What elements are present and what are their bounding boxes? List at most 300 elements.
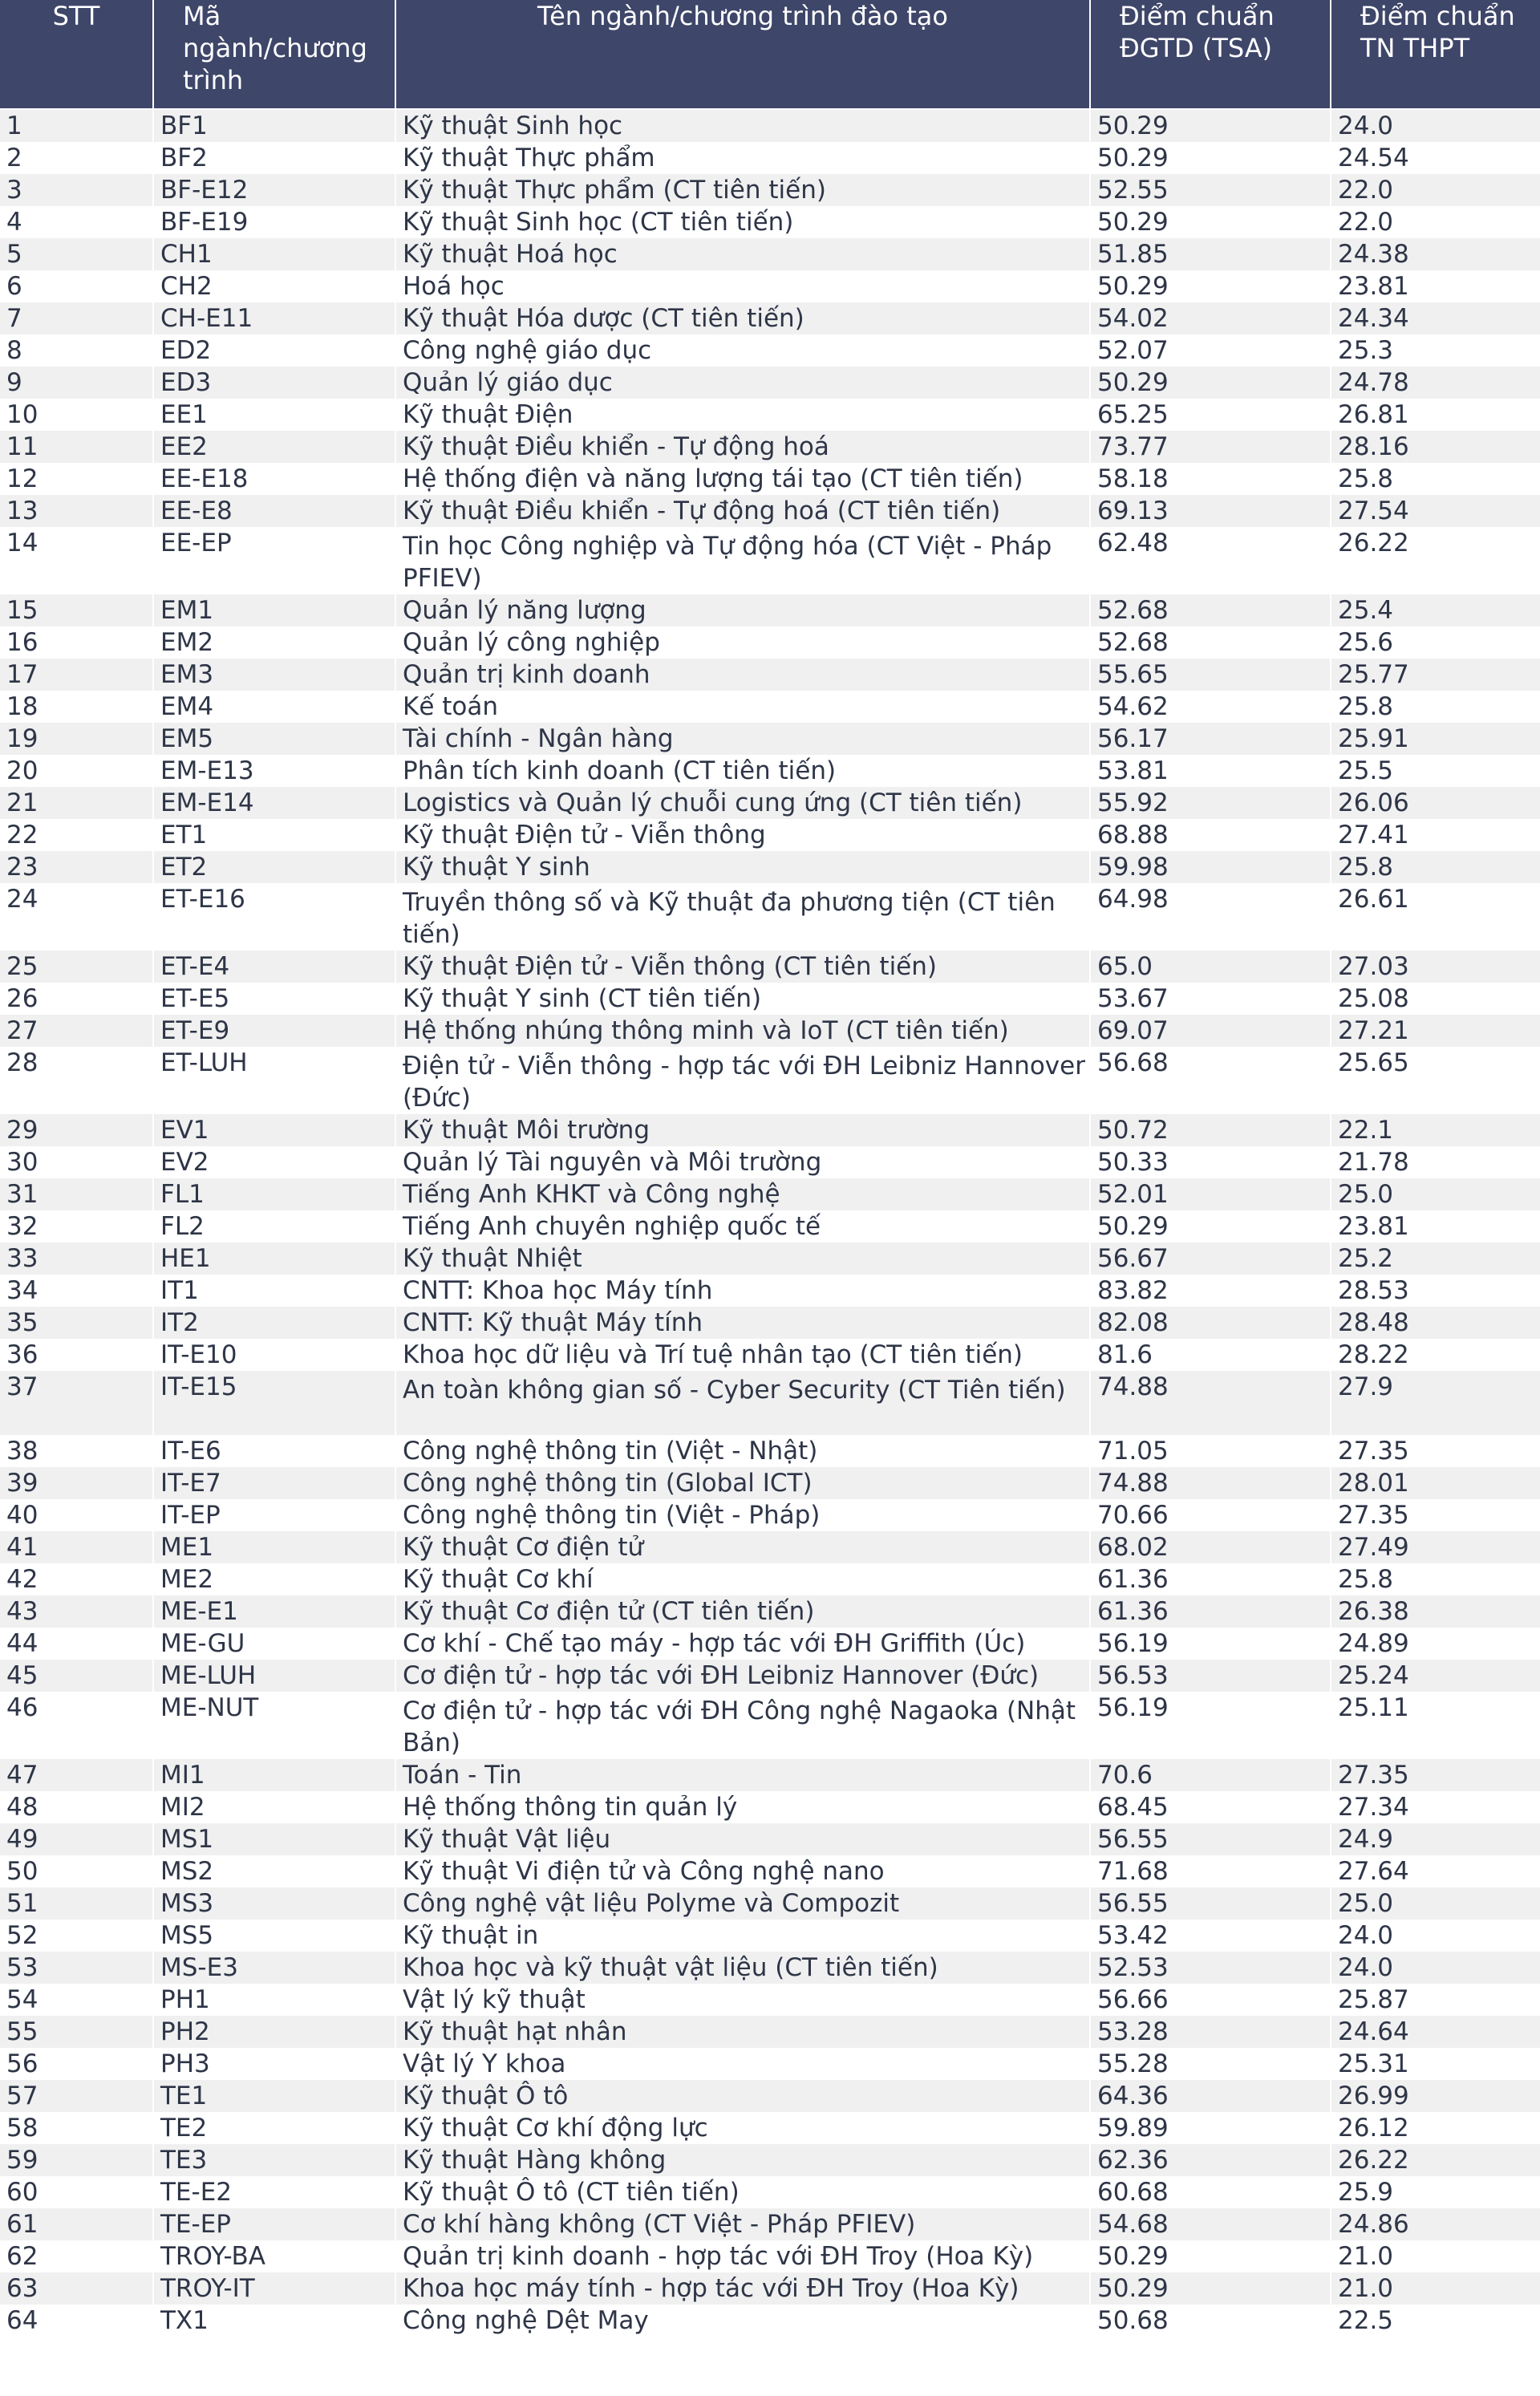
cell-thpt-score: 23.81 (1331, 1210, 1540, 1243)
cell-program-code: FL1 (154, 1178, 396, 1210)
cell-tsa-score: 54.68 (1091, 2208, 1331, 2240)
cell-thpt-score: 22.0 (1331, 174, 1540, 206)
cell-program-name: Kỹ thuật Sinh học (396, 110, 1091, 142)
cell-thpt-score: 27.03 (1331, 951, 1540, 983)
cell-thpt-score: 25.8 (1331, 1563, 1540, 1595)
cell-tsa-score: 55.28 (1091, 2048, 1331, 2080)
cell-stt: 45 (0, 1660, 154, 1692)
cell-stt: 61 (0, 2208, 154, 2240)
cell-program-code: ET2 (154, 851, 396, 883)
table-row (0, 1435, 1540, 1467)
cell-tsa-score: 50.29 (1091, 110, 1331, 142)
table-row (0, 1984, 1540, 2016)
table-row (0, 2240, 1540, 2272)
cell-tsa-score: 65.25 (1091, 399, 1331, 431)
cell-stt: 30 (0, 1146, 154, 1178)
cell-tsa-score: 50.29 (1091, 2272, 1331, 2305)
cell-program-name: Vật lý kỹ thuật (396, 1984, 1091, 2016)
table-row (0, 431, 1540, 463)
cell-tsa-score: 50.29 (1091, 2240, 1331, 2272)
cell-program-name: Cơ khí - Chế tạo máy - hợp tác với ĐH Griffith (Úc) (396, 1628, 1091, 1660)
header-row (0, 0, 1540, 110)
cell-program-code: EM5 (154, 723, 396, 755)
cell-program-name: Khoa học và kỹ thuật vật liệu (CT tiên tiến) (396, 1952, 1091, 1984)
cell-program-name: Kỹ thuật Điều khiển - Tự động hoá (396, 431, 1091, 463)
cell-program-name: Quản lý Tài nguyên và Môi trường (396, 1146, 1091, 1178)
cell-stt: 43 (0, 1595, 154, 1628)
cell-program-code: PH3 (154, 2048, 396, 2080)
table-row (0, 1595, 1540, 1628)
cell-thpt-score: 25.24 (1331, 1660, 1540, 1692)
cell-program-code: MS3 (154, 1887, 396, 1920)
cell-program-name: Kỹ thuật Điện tử - Viễn thông (CT tiên tiến) (396, 951, 1091, 983)
cell-stt: 8 (0, 334, 154, 367)
cell-tsa-score: 50.68 (1091, 2305, 1331, 2337)
table-row (0, 819, 1540, 851)
cell-stt: 42 (0, 1563, 154, 1595)
cell-stt: 58 (0, 2112, 154, 2144)
table-body (0, 110, 1540, 2337)
table-row (0, 1791, 1540, 1823)
cell-program-name: Tin học Công nghiệp và Tự động hóa (CT Việt - Pháp PFIEV) (396, 527, 1091, 594)
cell-program-code: TROY-BA (154, 2240, 396, 2272)
table-row (0, 110, 1540, 142)
cell-thpt-score: 28.01 (1331, 1467, 1540, 1499)
cell-thpt-score: 26.22 (1331, 527, 1540, 594)
cell-thpt-score: 25.87 (1331, 1984, 1540, 2016)
cell-program-name: Hoá học (396, 270, 1091, 302)
cell-thpt-score: 27.49 (1331, 1531, 1540, 1563)
cell-thpt-score: 25.65 (1331, 1047, 1540, 1114)
cell-stt: 1 (0, 110, 154, 142)
cell-program-code: EM-E13 (154, 755, 396, 787)
cell-thpt-score: 25.5 (1331, 755, 1540, 787)
cell-program-code: EE-EP (154, 527, 396, 594)
cell-stt: 27 (0, 1015, 154, 1047)
cell-tsa-score: 68.88 (1091, 819, 1331, 851)
cell-tsa-score: 53.67 (1091, 983, 1331, 1015)
cell-program-name: Kỹ thuật Cơ điện tử (396, 1531, 1091, 1563)
table-row (0, 1692, 1540, 1759)
cell-tsa-score: 50.29 (1091, 367, 1331, 399)
cell-tsa-score: 68.45 (1091, 1791, 1331, 1823)
cell-program-name: Kỹ thuật in (396, 1920, 1091, 1952)
header-program-code: Mã ngành/chương trình (154, 0, 396, 110)
cell-program-name: Vật lý Y khoa (396, 2048, 1091, 2080)
table-row (0, 1047, 1540, 1114)
cell-program-code: ME-NUT (154, 1692, 396, 1759)
cell-program-code: ME-LUH (154, 1660, 396, 1692)
cell-program-name: Khoa học máy tính - hợp tác với ĐH Troy (Hoa Kỳ) (396, 2272, 1091, 2305)
table-row (0, 2016, 1540, 2048)
cell-program-code: MI2 (154, 1791, 396, 1823)
cell-program-name: Công nghệ thông tin (Global ICT) (396, 1467, 1091, 1499)
cell-program-name: Kỹ thuật Ô tô (CT tiên tiến) (396, 2176, 1091, 2208)
cell-tsa-score: 58.18 (1091, 463, 1331, 495)
cell-tsa-score: 61.36 (1091, 1595, 1331, 1628)
cell-thpt-score: 26.22 (1331, 2144, 1540, 2176)
cell-program-code: TE-EP (154, 2208, 396, 2240)
cell-thpt-score: 24.64 (1331, 2016, 1540, 2048)
cell-program-name: Kỹ thuật Thực phẩm (CT tiên tiến) (396, 174, 1091, 206)
cell-stt: 31 (0, 1178, 154, 1210)
table-row (0, 238, 1540, 270)
cell-tsa-score: 70.66 (1091, 1499, 1331, 1531)
cell-tsa-score: 65.0 (1091, 951, 1331, 983)
cell-thpt-score: 25.9 (1331, 2176, 1540, 2208)
cell-thpt-score: 27.64 (1331, 1855, 1540, 1887)
table-row (0, 527, 1540, 594)
cell-program-name: Kỹ thuật hạt nhân (396, 2016, 1091, 2048)
cell-program-name: Kỹ thuật Hóa dược (CT tiên tiến) (396, 302, 1091, 334)
cell-thpt-score: 25.2 (1331, 1243, 1540, 1275)
cell-stt: 41 (0, 1531, 154, 1563)
cell-program-name: Kỹ thuật Cơ khí động lực (396, 2112, 1091, 2144)
table-row (0, 2048, 1540, 2080)
cell-stt: 23 (0, 851, 154, 883)
table-row (0, 174, 1540, 206)
cell-stt: 2 (0, 142, 154, 174)
cell-stt: 24 (0, 883, 154, 951)
table-row (0, 1178, 1540, 1210)
cell-thpt-score: 24.86 (1331, 2208, 1540, 2240)
cell-tsa-score: 53.42 (1091, 1920, 1331, 1952)
cell-stt: 57 (0, 2080, 154, 2112)
cell-stt: 48 (0, 1791, 154, 1823)
cell-thpt-score: 27.21 (1331, 1015, 1540, 1047)
table-row (0, 951, 1540, 983)
table-row (0, 594, 1540, 626)
cell-program-code: EM1 (154, 594, 396, 626)
cell-thpt-score: 24.89 (1331, 1628, 1540, 1660)
cell-stt: 5 (0, 238, 154, 270)
cell-program-name: Công nghệ giáo dục (396, 334, 1091, 367)
cell-tsa-score: 56.19 (1091, 1692, 1331, 1759)
table-row (0, 1146, 1540, 1178)
cell-program-code: HE1 (154, 1243, 396, 1275)
header-program-name: Tên ngành/chương trình đào tạo (396, 0, 1091, 110)
cell-program-name: Kỹ thuật Y sinh (CT tiên tiến) (396, 983, 1091, 1015)
table-row (0, 691, 1540, 723)
cell-program-code: ME1 (154, 1531, 396, 1563)
table-row (0, 2144, 1540, 2176)
cell-program-code: TE2 (154, 2112, 396, 2144)
table-row (0, 983, 1540, 1015)
cell-stt: 59 (0, 2144, 154, 2176)
cell-stt: 17 (0, 659, 154, 691)
cell-program-name: CNTT: Khoa học Máy tính (396, 1275, 1091, 1307)
cell-stt: 13 (0, 495, 154, 527)
cell-program-name: Kế toán (396, 691, 1091, 723)
cell-stt: 37 (0, 1371, 154, 1435)
cell-tsa-score: 68.02 (1091, 1531, 1331, 1563)
cell-tsa-score: 74.88 (1091, 1371, 1331, 1435)
cell-tsa-score: 59.89 (1091, 2112, 1331, 2144)
table-row (0, 302, 1540, 334)
cell-stt: 39 (0, 1467, 154, 1499)
cell-thpt-score: 25.3 (1331, 334, 1540, 367)
cell-program-code: TX1 (154, 2305, 396, 2337)
table-row (0, 1759, 1540, 1791)
cell-thpt-score: 25.0 (1331, 1178, 1540, 1210)
cell-program-code: ET-E5 (154, 983, 396, 1015)
table-row (0, 1114, 1540, 1146)
cell-program-code: IT-E6 (154, 1435, 396, 1467)
cell-tsa-score: 52.68 (1091, 626, 1331, 659)
table-row (0, 659, 1540, 691)
cell-stt: 28 (0, 1047, 154, 1114)
cell-stt: 11 (0, 431, 154, 463)
cell-stt: 35 (0, 1307, 154, 1339)
cell-thpt-score: 26.06 (1331, 787, 1540, 819)
cell-program-code: MS2 (154, 1855, 396, 1887)
cell-thpt-score: 23.81 (1331, 270, 1540, 302)
cell-program-code: PH2 (154, 2016, 396, 2048)
cell-tsa-score: 61.36 (1091, 1563, 1331, 1595)
cell-program-name: Kỹ thuật Vi điện tử và Công nghệ nano (396, 1855, 1091, 1887)
cell-stt: 9 (0, 367, 154, 399)
cell-program-code: ED2 (154, 334, 396, 367)
table-row (0, 1275, 1540, 1307)
cell-tsa-score: 50.33 (1091, 1146, 1331, 1178)
cell-program-code: BF2 (154, 142, 396, 174)
cell-program-name: Tiếng Anh chuyên nghiệp quốc tế (396, 1210, 1091, 1243)
table-row (0, 883, 1540, 951)
cell-program-name: Kỹ thuật Ô tô (396, 2080, 1091, 2112)
cell-stt: 21 (0, 787, 154, 819)
cell-thpt-score: 22.5 (1331, 2305, 1540, 2337)
cell-program-code: BF1 (154, 110, 396, 142)
table-row (0, 1823, 1540, 1855)
table-row (0, 1628, 1540, 1660)
cell-program-name: Quản trị kinh doanh - hợp tác với ĐH Troy (Hoa Kỳ) (396, 2240, 1091, 2272)
cell-tsa-score: 55.92 (1091, 787, 1331, 819)
cell-stt: 25 (0, 951, 154, 983)
cell-thpt-score: 24.0 (1331, 1952, 1540, 1984)
table-header (0, 0, 1540, 110)
cell-thpt-score: 24.54 (1331, 142, 1540, 174)
cell-tsa-score: 51.85 (1091, 238, 1331, 270)
cell-program-name: Quản trị kinh doanh (396, 659, 1091, 691)
cell-tsa-score: 56.66 (1091, 1984, 1331, 2016)
cell-program-code: BF-E12 (154, 174, 396, 206)
cell-program-name: Điện tử - Viễn thông - hợp tác với ĐH Leibniz Hannover (Đức) (396, 1047, 1091, 1114)
table-row (0, 2208, 1540, 2240)
cell-thpt-score: 24.78 (1331, 367, 1540, 399)
cell-program-name: An toàn không gian số - Cyber Security (CT Tiên tiến) (396, 1371, 1091, 1435)
cell-program-code: IT-E15 (154, 1371, 396, 1435)
cell-thpt-score: 21.0 (1331, 2272, 1540, 2305)
cell-thpt-score: 28.53 (1331, 1275, 1540, 1307)
cell-tsa-score: 73.77 (1091, 431, 1331, 463)
table-row (0, 1563, 1540, 1595)
cell-program-name: Toán - Tin (396, 1759, 1091, 1791)
cell-program-name: Kỹ thuật Cơ điện tử (CT tiên tiến) (396, 1595, 1091, 1628)
cell-tsa-score: 56.68 (1091, 1047, 1331, 1114)
cell-program-name: Công nghệ vật liệu Polyme và Compozit (396, 1887, 1091, 1920)
cell-thpt-score: 26.38 (1331, 1595, 1540, 1628)
cell-thpt-score: 24.0 (1331, 110, 1540, 142)
cell-thpt-score: 27.35 (1331, 1759, 1540, 1791)
cell-tsa-score: 53.28 (1091, 2016, 1331, 2048)
cell-program-name: Cơ điện tử - hợp tác với ĐH Công nghệ Nagaoka (Nhật Bản) (396, 1692, 1091, 1759)
table-row (0, 1660, 1540, 1692)
cell-tsa-score: 50.29 (1091, 142, 1331, 174)
cell-program-name: Quản lý năng lượng (396, 594, 1091, 626)
cell-stt: 14 (0, 527, 154, 594)
cell-program-name: Công nghệ thông tin (Việt - Nhật) (396, 1435, 1091, 1467)
cell-thpt-score: 22.0 (1331, 206, 1540, 238)
cell-program-code: EE2 (154, 431, 396, 463)
cell-stt: 19 (0, 723, 154, 755)
cell-stt: 6 (0, 270, 154, 302)
cell-thpt-score: 25.31 (1331, 2048, 1540, 2080)
cell-program-name: Kỹ thuật Cơ khí (396, 1563, 1091, 1595)
table-row (0, 755, 1540, 787)
cell-program-code: EE-E8 (154, 495, 396, 527)
cell-program-code: IT2 (154, 1307, 396, 1339)
cell-thpt-score: 26.12 (1331, 2112, 1540, 2144)
cell-program-code: EE-E18 (154, 463, 396, 495)
cell-program-name: Khoa học dữ liệu và Trí tuệ nhân tạo (CT tiên tiến) (396, 1339, 1091, 1371)
cell-tsa-score: 69.07 (1091, 1015, 1331, 1047)
cell-stt: 50 (0, 1855, 154, 1887)
cell-tsa-score: 50.29 (1091, 206, 1331, 238)
cell-tsa-score: 56.55 (1091, 1823, 1331, 1855)
cell-program-code: EE1 (154, 399, 396, 431)
cell-stt: 15 (0, 594, 154, 626)
cell-tsa-score: 53.81 (1091, 755, 1331, 787)
cell-program-name: Tiếng Anh KHKT và Công nghệ (396, 1178, 1091, 1210)
cell-program-code: ME-E1 (154, 1595, 396, 1628)
cell-program-name: Tài chính - Ngân hàng (396, 723, 1091, 755)
cell-tsa-score: 62.48 (1091, 527, 1331, 594)
cell-stt: 4 (0, 206, 154, 238)
cell-program-name: Kỹ thuật Hoá học (396, 238, 1091, 270)
table-row (0, 1015, 1540, 1047)
cell-program-name: Kỹ thuật Thực phẩm (396, 142, 1091, 174)
cell-program-name: Truyền thông số và Kỹ thuật đa phương tiện (CT tiên tiến) (396, 883, 1091, 951)
table-row (0, 142, 1540, 174)
cell-tsa-score: 54.02 (1091, 302, 1331, 334)
cell-program-code: ET-E9 (154, 1015, 396, 1047)
cell-thpt-score: 25.0 (1331, 1887, 1540, 1920)
cell-program-code: MI1 (154, 1759, 396, 1791)
cell-program-code: ET-E4 (154, 951, 396, 983)
cell-thpt-score: 21.0 (1331, 2240, 1540, 2272)
cell-stt: 36 (0, 1339, 154, 1371)
cell-program-code: ET-LUH (154, 1047, 396, 1114)
cell-tsa-score: 59.98 (1091, 851, 1331, 883)
cell-thpt-score: 26.81 (1331, 399, 1540, 431)
table-row (0, 334, 1540, 367)
table-row (0, 1531, 1540, 1563)
cell-thpt-score: 25.6 (1331, 626, 1540, 659)
cell-program-code: MS5 (154, 1920, 396, 1952)
table-row (0, 2080, 1540, 2112)
cell-thpt-score: 27.41 (1331, 819, 1540, 851)
cell-stt: 3 (0, 174, 154, 206)
cell-stt: 60 (0, 2176, 154, 2208)
cell-thpt-score: 25.8 (1331, 463, 1540, 495)
cell-thpt-score: 21.78 (1331, 1146, 1540, 1178)
cell-stt: 26 (0, 983, 154, 1015)
cell-stt: 29 (0, 1114, 154, 1146)
cell-thpt-score: 27.9 (1331, 1371, 1540, 1435)
cell-tsa-score: 56.19 (1091, 1628, 1331, 1660)
cell-program-code: IT-E10 (154, 1339, 396, 1371)
cell-program-code: EM2 (154, 626, 396, 659)
table-row (0, 1210, 1540, 1243)
cell-tsa-score: 50.29 (1091, 1210, 1331, 1243)
cell-program-code: ET-E16 (154, 883, 396, 951)
cell-tsa-score: 74.88 (1091, 1467, 1331, 1499)
cell-program-name: Kỹ thuật Môi trường (396, 1114, 1091, 1146)
header-tsa-score: Điểm chuẩn ĐGTD (TSA) (1091, 0, 1331, 110)
table-row (0, 206, 1540, 238)
cell-program-code: ED3 (154, 367, 396, 399)
table-row (0, 1243, 1540, 1275)
cell-program-name: Quản lý giáo dục (396, 367, 1091, 399)
cell-thpt-score: 28.16 (1331, 431, 1540, 463)
cell-tsa-score: 82.08 (1091, 1307, 1331, 1339)
cell-thpt-score: 25.4 (1331, 594, 1540, 626)
cell-thpt-score: 27.54 (1331, 495, 1540, 527)
cell-program-name: Hệ thống điện và năng lượng tái tạo (CT tiên tiến) (396, 463, 1091, 495)
cell-stt: 10 (0, 399, 154, 431)
cell-program-code: ET1 (154, 819, 396, 851)
cell-stt: 62 (0, 2240, 154, 2272)
table-row (0, 1371, 1540, 1435)
cell-program-code: CH-E11 (154, 302, 396, 334)
cell-thpt-score: 28.22 (1331, 1339, 1540, 1371)
cell-tsa-score: 52.53 (1091, 1952, 1331, 1984)
cell-tsa-score: 52.55 (1091, 174, 1331, 206)
cell-program-name: Phân tích kinh doanh (CT tiên tiến) (396, 755, 1091, 787)
table-row (0, 626, 1540, 659)
cell-thpt-score: 24.0 (1331, 1920, 1540, 1952)
cell-stt: 54 (0, 1984, 154, 2016)
cell-stt: 20 (0, 755, 154, 787)
cell-program-code: EV1 (154, 1114, 396, 1146)
cell-program-code: TE-E2 (154, 2176, 396, 2208)
cell-thpt-score: 26.99 (1331, 2080, 1540, 2112)
cell-program-code: EV2 (154, 1146, 396, 1178)
cell-tsa-score: 54.62 (1091, 691, 1331, 723)
cell-stt: 34 (0, 1275, 154, 1307)
cell-program-name: Cơ khí hàng không (CT Việt - Pháp PFIEV) (396, 2208, 1091, 2240)
cell-tsa-score: 56.55 (1091, 1887, 1331, 1920)
cell-tsa-score: 56.67 (1091, 1243, 1331, 1275)
cell-program-name: Kỹ thuật Điều khiển - Tự động hoá (CT tiên tiến) (396, 495, 1091, 527)
cell-thpt-score: 26.61 (1331, 883, 1540, 951)
table-row (0, 1887, 1540, 1920)
cell-stt: 49 (0, 1823, 154, 1855)
cell-tsa-score: 60.68 (1091, 2176, 1331, 2208)
cell-stt: 12 (0, 463, 154, 495)
cell-stt: 33 (0, 1243, 154, 1275)
cell-stt: 7 (0, 302, 154, 334)
table-row (0, 463, 1540, 495)
cell-program-code: BF-E19 (154, 206, 396, 238)
cell-stt: 47 (0, 1759, 154, 1791)
cell-program-code: EM-E14 (154, 787, 396, 819)
cell-tsa-score: 56.17 (1091, 723, 1331, 755)
cell-stt: 40 (0, 1499, 154, 1531)
table-row (0, 1920, 1540, 1952)
cell-thpt-score: 22.1 (1331, 1114, 1540, 1146)
header-stt: STT (0, 0, 154, 110)
